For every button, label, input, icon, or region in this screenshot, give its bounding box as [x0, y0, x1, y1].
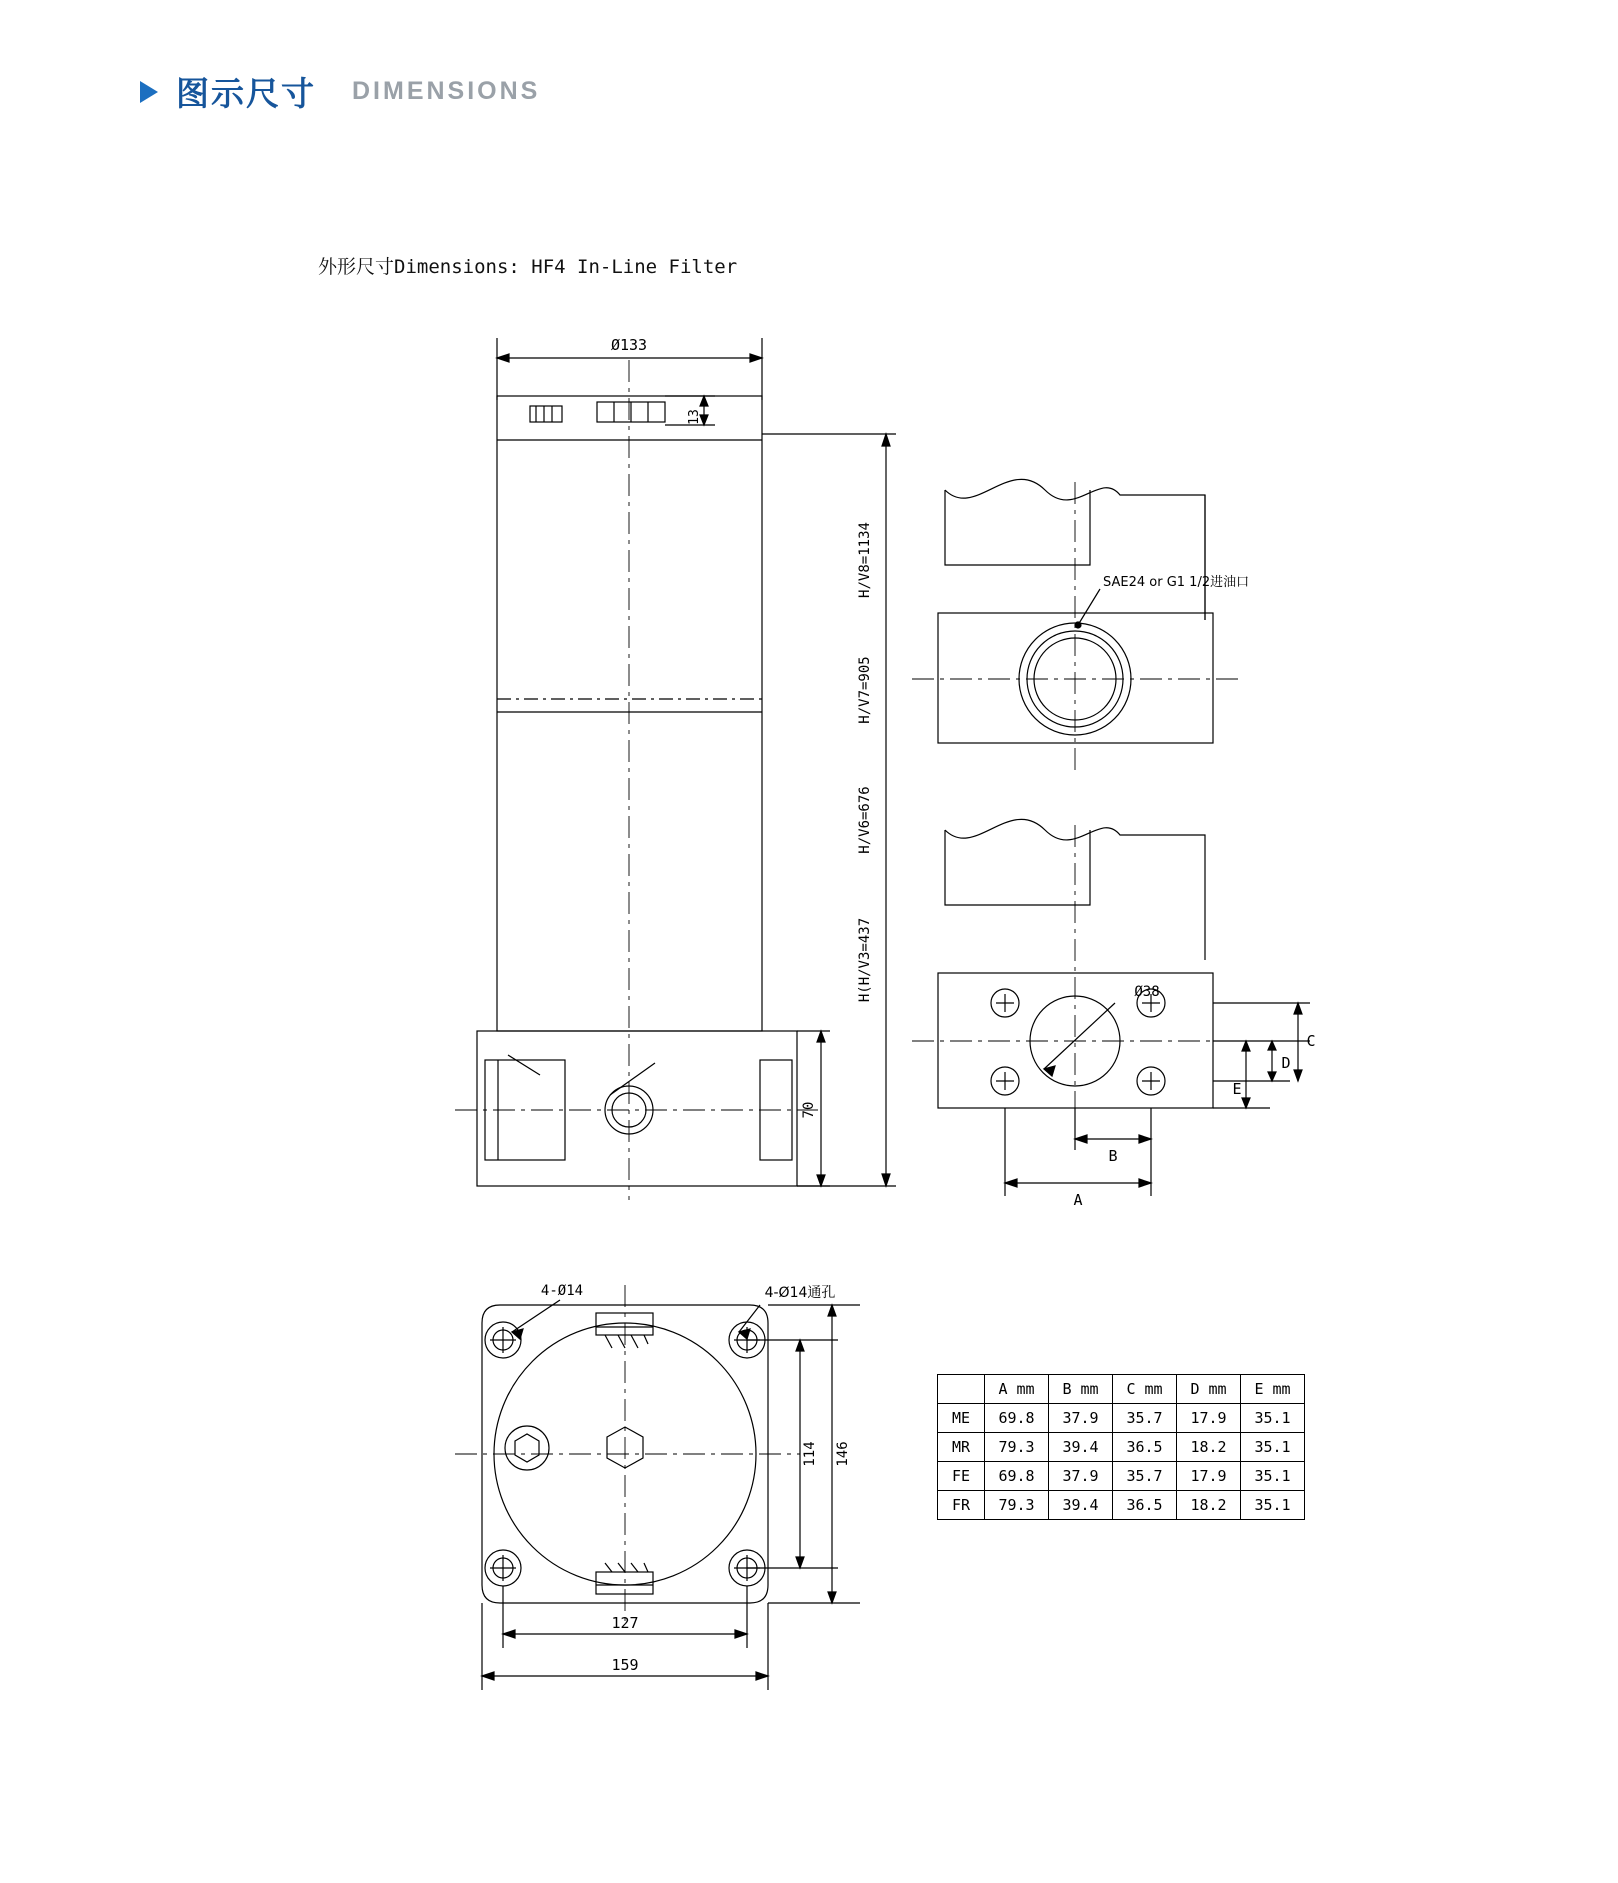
table-col-d: D mm [1177, 1375, 1241, 1404]
label-dim-c: C [1306, 1032, 1316, 1050]
row-label-fr: FR [938, 1491, 985, 1520]
side-view-port-lower [912, 819, 1310, 1196]
cell-me-a: 69.8 [985, 1404, 1049, 1433]
label-dim-127: 127 [611, 1614, 639, 1632]
cell-mr-a: 79.3 [985, 1433, 1049, 1462]
cell-mr-d: 18.2 [1177, 1433, 1241, 1462]
table-col-b: B mm [1049, 1375, 1113, 1404]
cell-me-e: 35.1 [1241, 1404, 1305, 1433]
table-col-e: E mm [1241, 1375, 1305, 1404]
cell-fr-a: 79.3 [985, 1491, 1049, 1520]
dimension-table [937, 1374, 1305, 1520]
bottom-view-flange-plate [455, 1285, 860, 1690]
label-diameter-38: Ø38 [1134, 984, 1160, 1000]
table-header-row [938, 1375, 1305, 1404]
label-dim-159: 159 [611, 1656, 639, 1674]
label-height-h7: H/V7=905 [857, 656, 873, 724]
table-corner-cell [938, 1375, 985, 1404]
cell-me-b: 37.9 [1049, 1404, 1113, 1433]
cell-fe-e: 35.1 [1241, 1462, 1305, 1491]
table-row [938, 1462, 1305, 1491]
row-label-mr: MR [938, 1433, 985, 1462]
cell-me-d: 17.9 [1177, 1404, 1241, 1433]
cell-fr-e: 35.1 [1241, 1491, 1305, 1520]
label-height-h8: H/V8=1134 [857, 522, 873, 598]
cell-fe-d: 17.9 [1177, 1462, 1241, 1491]
label-dim-d: D [1281, 1054, 1291, 1072]
label-dim-70: 70 [801, 1101, 817, 1119]
label-dim-146: 146 [835, 1441, 851, 1467]
label-sae-port: SAE24 or G1 1/2进油口 [1103, 575, 1250, 590]
row-label-fe: FE [938, 1462, 985, 1491]
cell-mr-c: 36.5 [1113, 1433, 1177, 1462]
drawing-caption: 外形尺寸Dimensions: HF4 In-Line Filter [318, 256, 738, 278]
cell-fr-d: 18.2 [1177, 1491, 1241, 1520]
label-dim-e: E [1232, 1080, 1242, 1098]
label-holes-left: 4-Ø14 [540, 1283, 584, 1299]
label-dim-a: A [1073, 1191, 1083, 1209]
cell-fe-c: 35.7 [1113, 1462, 1177, 1491]
cell-mr-e: 35.1 [1241, 1433, 1305, 1462]
table-col-c: C mm [1113, 1375, 1177, 1404]
cell-fe-a: 69.8 [985, 1462, 1049, 1491]
section-title-en: DIMENSIONS [352, 77, 541, 105]
cell-fr-c: 36.5 [1113, 1491, 1177, 1520]
cell-fe-b: 37.9 [1049, 1462, 1113, 1491]
label-height-h3: H(H/V3=437 [857, 917, 873, 1003]
label-height-h6: H/V6=676 [857, 786, 873, 854]
side-view-port-upper [912, 479, 1240, 772]
section-title-cn: 图示尺寸 [176, 74, 316, 113]
label-dim-13: 13 [687, 409, 702, 425]
label-dim-b: B [1108, 1147, 1118, 1165]
label-dim-114: 114 [802, 1441, 818, 1467]
table-row [938, 1491, 1305, 1520]
label-holes-right: 4-Ø14通孔 [764, 1285, 836, 1301]
table-row [938, 1404, 1305, 1433]
cell-me-c: 35.7 [1113, 1404, 1177, 1433]
cell-mr-b: 39.4 [1049, 1433, 1113, 1462]
row-label-me: ME [938, 1404, 985, 1433]
table-row [938, 1433, 1305, 1462]
table-col-a: A mm [985, 1375, 1049, 1404]
cell-fr-b: 39.4 [1049, 1491, 1113, 1520]
label-diameter-133: Ø133 [610, 336, 648, 354]
front-view-filter-body [455, 338, 896, 1200]
